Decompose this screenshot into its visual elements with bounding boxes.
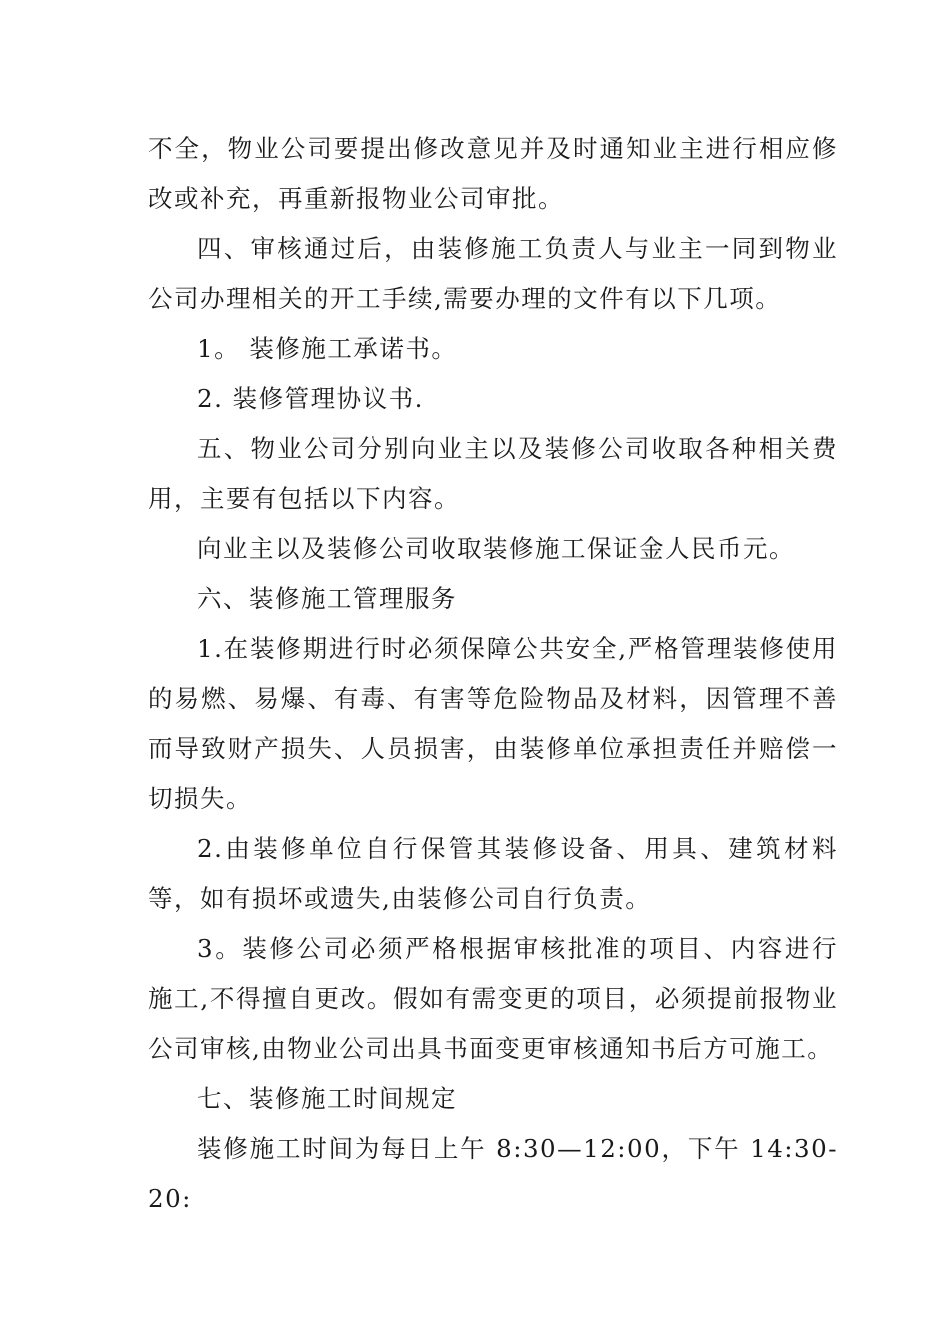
document-body — [148, 124, 838, 1224]
paragraph-section-six: 六、装修施工管理服务 — [197, 584, 457, 613]
paragraph-section-five: 五、物业公司分别向业主以及装修公司收取各种相关费用，主要有包括以下内容。 — [148, 434, 838, 513]
paragraph-item-agreement: 2. 装修管理协议书. — [197, 384, 424, 413]
paragraph-deposit: 向业主以及装修公司收取装修施工保证金人民币元。 — [197, 534, 795, 563]
paragraph-work-hours: 装修施工时间为每日上午 8:30—12:00，下午 14:30-20: — [148, 1134, 838, 1213]
paragraph-continuation: 不全，物业公司要提出修改意见并及时通知业主进行相应修改或补充，再重新报物业公司审批。 — [148, 134, 838, 213]
paragraph-rule-approval: 3。装修公司必须严格根据审核批准的项目、内容进行施工,不得擅自更改。假如有需变更的项目，必须提前报物业公司审核,由物业公司出具书面变更审核通知书后方可施工。 — [148, 934, 838, 1063]
paragraph-section-four: 四、审核通过后，由装修施工负责人与业主一同到物业公司办理相关的开工手续,需要办理的文件有以下几项。 — [148, 234, 838, 313]
paragraph-rule-safety: 1.在装修期进行时必须保障公共安全,严格管理装修使用的易燃、易爆、有毒、有害等危险物品及材料，因管理不善而导致财产损失、人员损害，由装修单位承担责任并赔偿一切损失。 — [148, 634, 838, 813]
paragraph-item-commitment: 1。 装修施工承诺书。 — [197, 334, 458, 363]
paragraph-section-seven: 七、装修施工时间规定 — [197, 1084, 457, 1113]
paragraph-rule-equipment: 2.由装修单位自行保管其装修设备、用具、建筑材料等，如有损坏或遗失,由装修公司自行负责。 — [148, 834, 838, 913]
